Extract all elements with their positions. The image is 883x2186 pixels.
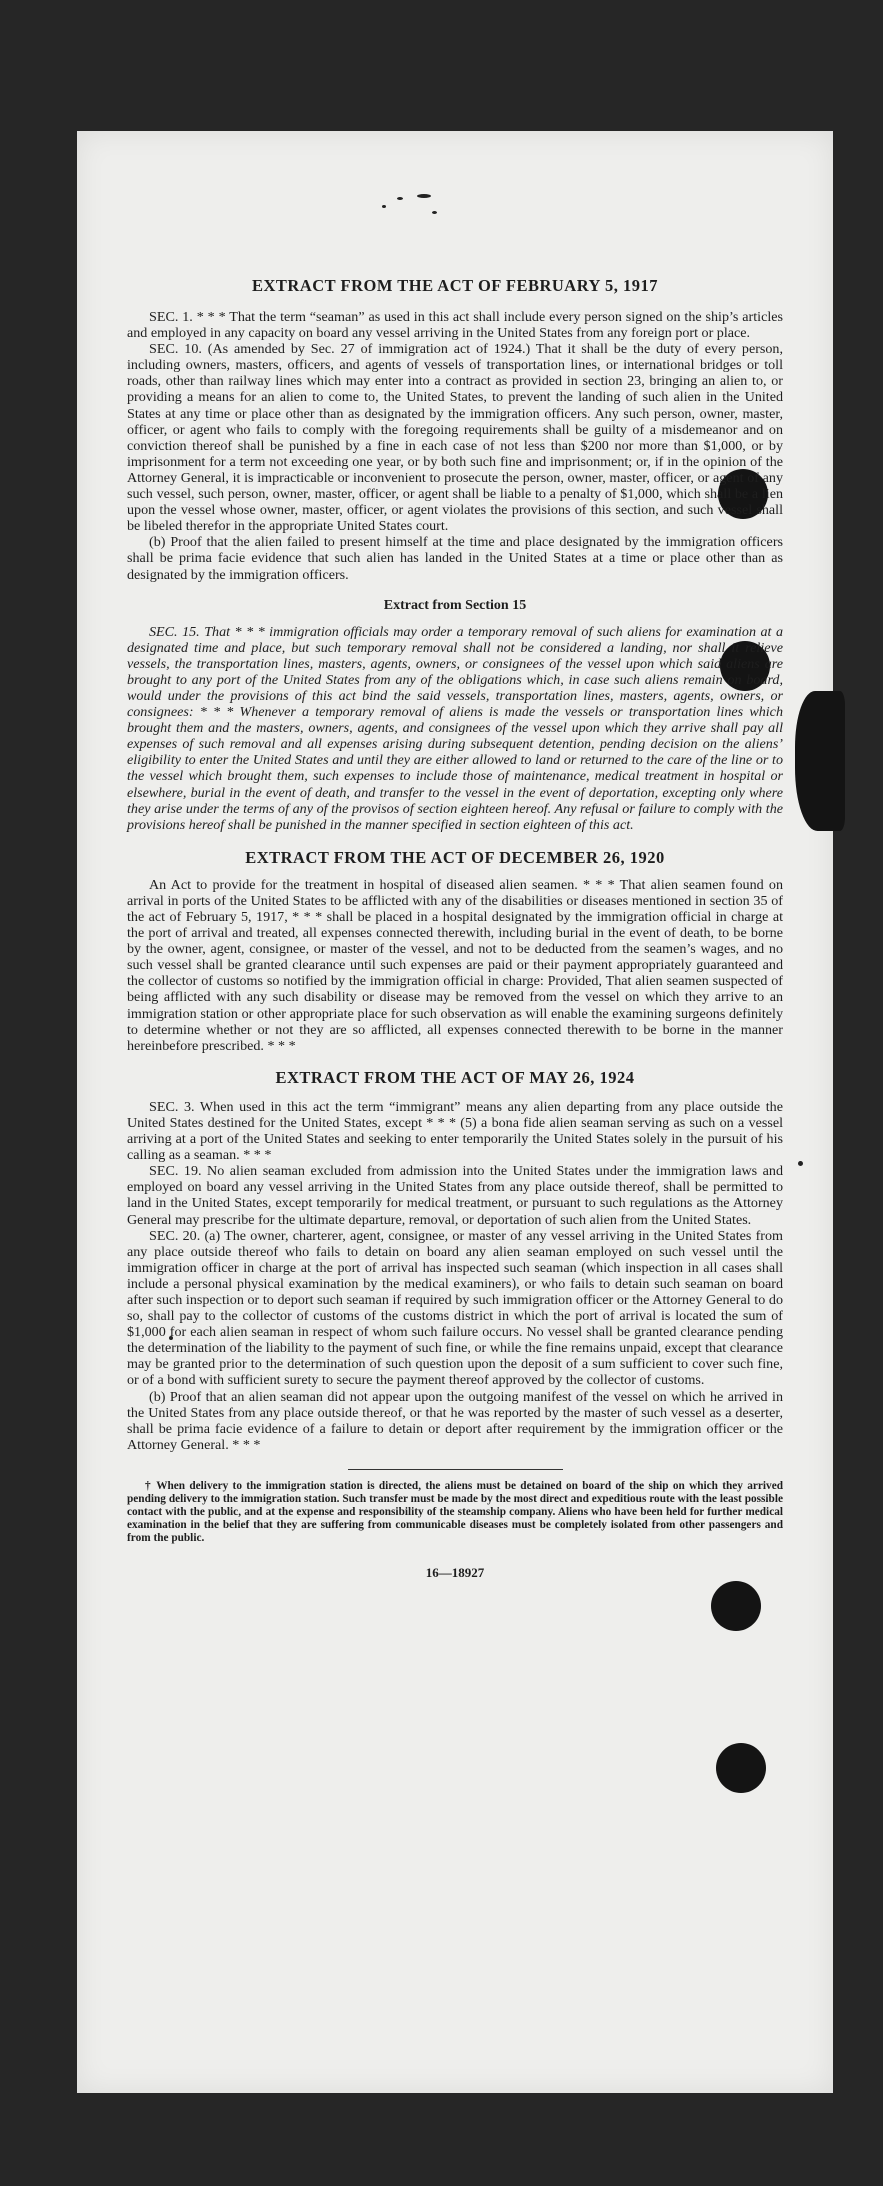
act-1917-sec-10-b: (b) Proof that the alien failed to present himself at the time and place designated by the immigration officers shall be prima facie evidence that such alien has landed in the United States at a time or place other than as designated by the immigration officers. [127, 534, 783, 583]
act-1924-sec-20: SEC. 20. (a) The owner, charterer, agent, consignee, or master of any vessel arriving in the United States from any place outside thereof who fails to detain on board any alien seaman employed on such vessel until the immigration officer in charge at the port of arrival has inspected such seaman (which inspection in all cases shall include a personal physical examination by the medical examiners), or who fails to detain such seaman on board after such inspection or to deport such seaman if required by such immigration officer or the Attorney General to do so, shall pay to the collector of customs of the customs district in which the port of arrival is located the sum of $1,000 for each alien seaman in respect of whom such failure occurs. No vessel shall be granted clearance pending the determination of the liability to the payment of such fine, or while the fine remains unpaid, except that clearance may be granted prior to the determination of such question upon the deposit of a sum sufficient to cover such fine, or of a bond with sufficient surety to secure the payment thereof approved by the collector of customs. [127, 1227, 783, 1389]
document-body [127, 276, 783, 1581]
hole-punch-blot [711, 1581, 761, 1631]
act-1924-sec-3: SEC. 3. When used in this act the term “immigrant” means any alien departing from any place outside the United States destined for the United States, except * * * (5) a bona fide alien seaman serving as such on a vessel arriving at a port of the United States and seeking to enter temporarily the United States solely in the pursuit of his calling as a seaman. * * * [127, 1098, 783, 1164]
scan-mark [382, 205, 386, 208]
hole-punch-blot [716, 1743, 766, 1793]
act-1920-heading: EXTRACT FROM THE ACT OF DECEMBER 26, 1920 [245, 847, 665, 867]
scan-mark [397, 197, 403, 200]
scan-mark [432, 211, 437, 214]
act-1917-sec-1: SEC. 1. * * * That the term “seaman” as used in this act shall include every person signed on the ship’s articles and employed in any capacity on board any vessel arriving in the United States from any foreign port or place. [127, 309, 783, 342]
act-1924-sec-19: SEC. 19. No alien seaman excluded from admission into the United States under the immigration laws and employed on board any vessel arriving in the United States from any place outside thereof, shall be permitted to land in the United States, except temporarily for medical treatment, or pursuant to such regulations as the Attorney General may prescribe for the ultimate departure, removal, or deportation of such alien from the United States. [127, 1163, 783, 1228]
page-number: 16—18927 [425, 1564, 485, 1580]
footnote: † When delivery to the immigration station is directed, the aliens must be detained on board of the ship on which they arrived pending delivery to the immigration station. Such transfer must be made by the most direct and expeditious route with the least possible contact with the public, and at the expense and responsibility of the steamship company. Aliens who have been held for further medical examination in the belief that they are suffering from communicable diseases must be completely isolated from other passengers and from the public. [127, 1479, 783, 1544]
act-1917-heading: EXTRACT FROM THE ACT OF FEBRUARY 5, 1917 [252, 276, 658, 295]
section-15-heading: Extract from Section 15 [383, 597, 527, 613]
tear-blot [795, 691, 845, 831]
scan-mark [417, 194, 431, 198]
section-15-text: SEC. 15. That * * * immigration officials may order a temporary removal of such aliens for examination at a designated time and place, but such temporary removal shall not be considered a landing, nor shall it relieve vessels, the transportation lines, masters, agents, owners, or consignees of the vessel upon which said aliens are brought to any port of the United States from any of the obligations which, in case such aliens remain on board, would under the provisions of this act bind the said vessels, transportation lines, masters, agents, owners, or consignees: * * * Whenever a temporary removal of aliens is made the vessels or transportation lines which brought them and the masters, owners, agents, and consignees of the vessel upon which they arrive shall pay all expenses of such removal and all expenses arising during subsequent detention, pending decision on the aliens’ eligibility to enter the United States and until they are either allowed to land or returned to the care of the line or to the vessel which brought them, such expenses to include those of maintenance, medical treatment in hospital or elsewhere, burial in the event of death, and transfer to the vessel in the event of deportation, excepting only where they arise under the terms of any of the provisos of section eighteen hereof. Any refusal or failure to comply with the provisions hereof shall be punished in the manner specified in section eighteen of this act. [127, 623, 783, 833]
scan-mark [798, 1161, 803, 1166]
document-page [77, 131, 833, 2093]
act-1924-sec-20-b: (b) Proof that an alien seaman did not appear upon the outgoing manifest of the vessel on which he arrived in the United States from any place outside thereof, or that he was reported by the master of such vessel as a deserter, shall be prima facie evidence of a failure to detain or deport after requirement by the immigration officer or the Attorney General. * * * [127, 1388, 783, 1453]
act-1917-sec-10: SEC. 10. (As amended by Sec. 27 of immigration act of 1924.) That it shall be the duty of every person, including owners, masters, officers, and agents of vessels of transportation lines, or international bridges or toll roads, other than railway lines which may enter into a contract as provided in section 23, bringing an alien to, or providing a means for an alien to come to, the United States, to prevent the landing of such alien in the United States at any time or place other than as designated by the immigration officers. Any such person, owner, master, officer, or agent who fails to comply with the foregoing requirements shall be guilty of a misdemeanor and on conviction thereof shall be punished by a fine in each case of not less than $200 nor more than $1,000, or by imprisonment for a term not exceeding one year, or by both such fine and imprisonment; or, if in the opinion of the Attorney General, it is impracticable or inconvenient to prosecute the person, owner, master, officer, or agent of any such vessel, such person, owner, master, officer, or agent shall be liable to a penalty of $1,000, which shall be a lien upon the vessel whose owner, master, officer, or agent violates the provisions of this section, and such vessel shall be libeled therefor in the appropriate United States court. [127, 341, 783, 535]
act-1920-text: An Act to provide for the treatment in hospital of diseased alien seamen. * * * That alien seamen found on arrival in ports of the United States to be afflicted with any of the disabilities or diseases mentioned in section 35 of the act of February 5, 1917, * * * shall be placed in a hospital designated by the immigration official in charge at the port of arrival and treated, all expenses connected therewith, including burial in the event of death, to be borne by the owner, agent, consignee, or master of the vessel, and not to be deducted from the seamen’s wages, and no such vessel shall be granted clearance until such expenses are paid or their payment appropriately guaranteed and the collector of customs so notified by the immigration official in charge: Provided, That alien seamen suspected of being afflicted with any such disability or disease may be removed from the vessel on which they arrive to an immigration station or other appropriate place for such observation as will enable the examining surgeons definitely to determine whether or not they are so afflicted, all expenses connected therewith to be borne in the manner hereinbefore prescribed. * * * [127, 876, 783, 1054]
act-1924-heading: EXTRACT FROM THE ACT OF MAY 26, 1924 [275, 1067, 635, 1087]
